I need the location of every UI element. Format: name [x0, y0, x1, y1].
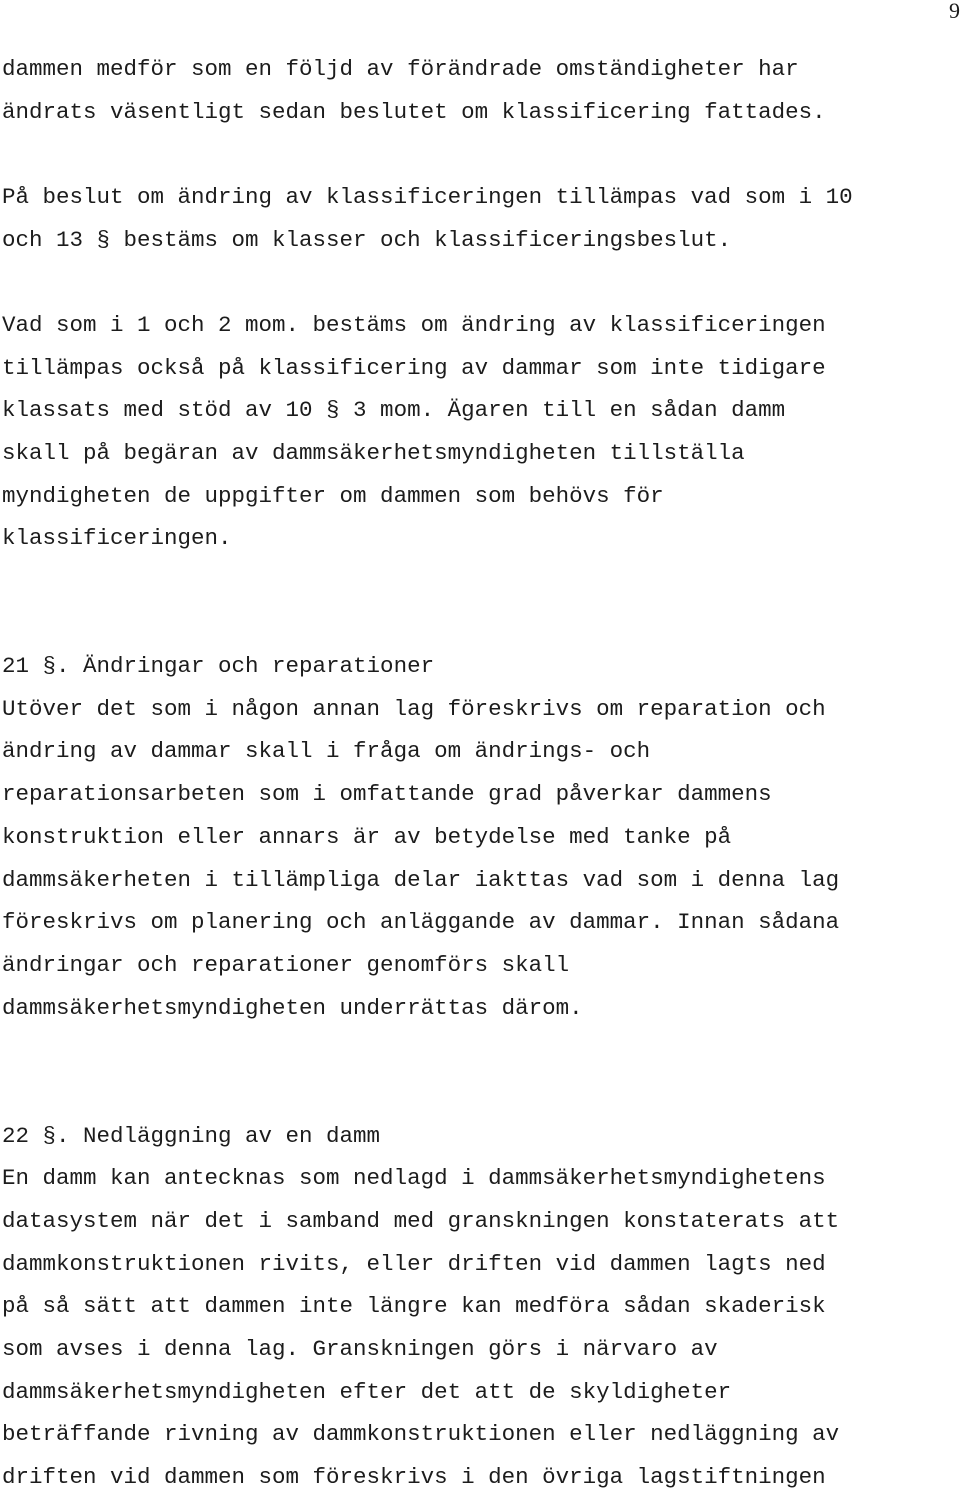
- page-number: 9: [949, 0, 960, 23]
- text-line: ändring av dammar skall i fråga om ändrings- och: [2, 738, 651, 764]
- text-line: dammsäkerhetsmyndigheten efter det att de skyldigheter: [2, 1379, 732, 1405]
- text-line: driften vid dammen som föreskrivs i den övriga lagstiftningen: [2, 1464, 826, 1490]
- text-line: ändringar och reparationer genomförs skall: [2, 952, 570, 978]
- text-line: som avses i denna lag. Granskningen görs i närvaro av: [2, 1336, 718, 1362]
- text-line: beträffande rivning av dammkonstruktionen eller nedläggning av: [2, 1421, 840, 1447]
- text-line: reparationsarbeten som i omfattande grad påverkar dammens: [2, 781, 772, 807]
- text-line: klassificeringen.: [2, 525, 232, 551]
- text-line: klassats med stöd av 10 § 3 mom. Ägaren till en sådan damm: [2, 397, 786, 423]
- text-line: föreskrivs om planering och anläggande av dammar. Innan sådana: [2, 909, 840, 935]
- text-line: dammkonstruktionen rivits, eller driften vid dammen lagts ned: [2, 1251, 826, 1277]
- text-line: dammsäkerheten i tillämpliga delar iakttas vad som i denna lag: [2, 867, 840, 893]
- text-line: dammsäkerhetsmyndigheten underrättas därom.: [2, 995, 583, 1021]
- text-line: skall på begäran av dammsäkerhetsmyndigheten tillställa: [2, 440, 745, 466]
- text-line: Utöver det som i någon annan lag föreskrivs om reparation och: [2, 696, 826, 722]
- text-line: En damm kan antecknas som nedlagd i dammsäkerhetsmyndighetens: [2, 1165, 826, 1191]
- text-line: dammen medför som en följd av förändrade omständigheter har: [2, 56, 799, 82]
- text-line: datasystem när det i samband med granskningen konstaterats att: [2, 1208, 840, 1234]
- text-line: ändrats väsentligt sedan beslutet om klassificering fattades.: [2, 99, 826, 125]
- text-line: och 13 § bestäms om klasser och klassificeringsbeslut.: [2, 227, 732, 253]
- text-line: tillämpas också på klassificering av dammar som inte tidigare: [2, 355, 826, 381]
- text-line: på så sätt att dammen inte längre kan medföra sådan skaderisk: [2, 1293, 826, 1319]
- section-heading: 21 §. Ändringar och reparationer: [2, 653, 435, 679]
- section-heading: 22 §. Nedläggning av en damm: [2, 1123, 381, 1149]
- text-line: konstruktion eller annars är av betydelse med tanke på: [2, 824, 732, 850]
- text-line: Vad som i 1 och 2 mom. bestäms om ändring av klassificeringen: [2, 312, 826, 338]
- text-line: myndigheten de uppgifter om dammen som behövs för: [2, 483, 664, 509]
- text-line: På beslut om ändring av klassificeringen tillämpas vad som i 10: [2, 184, 853, 210]
